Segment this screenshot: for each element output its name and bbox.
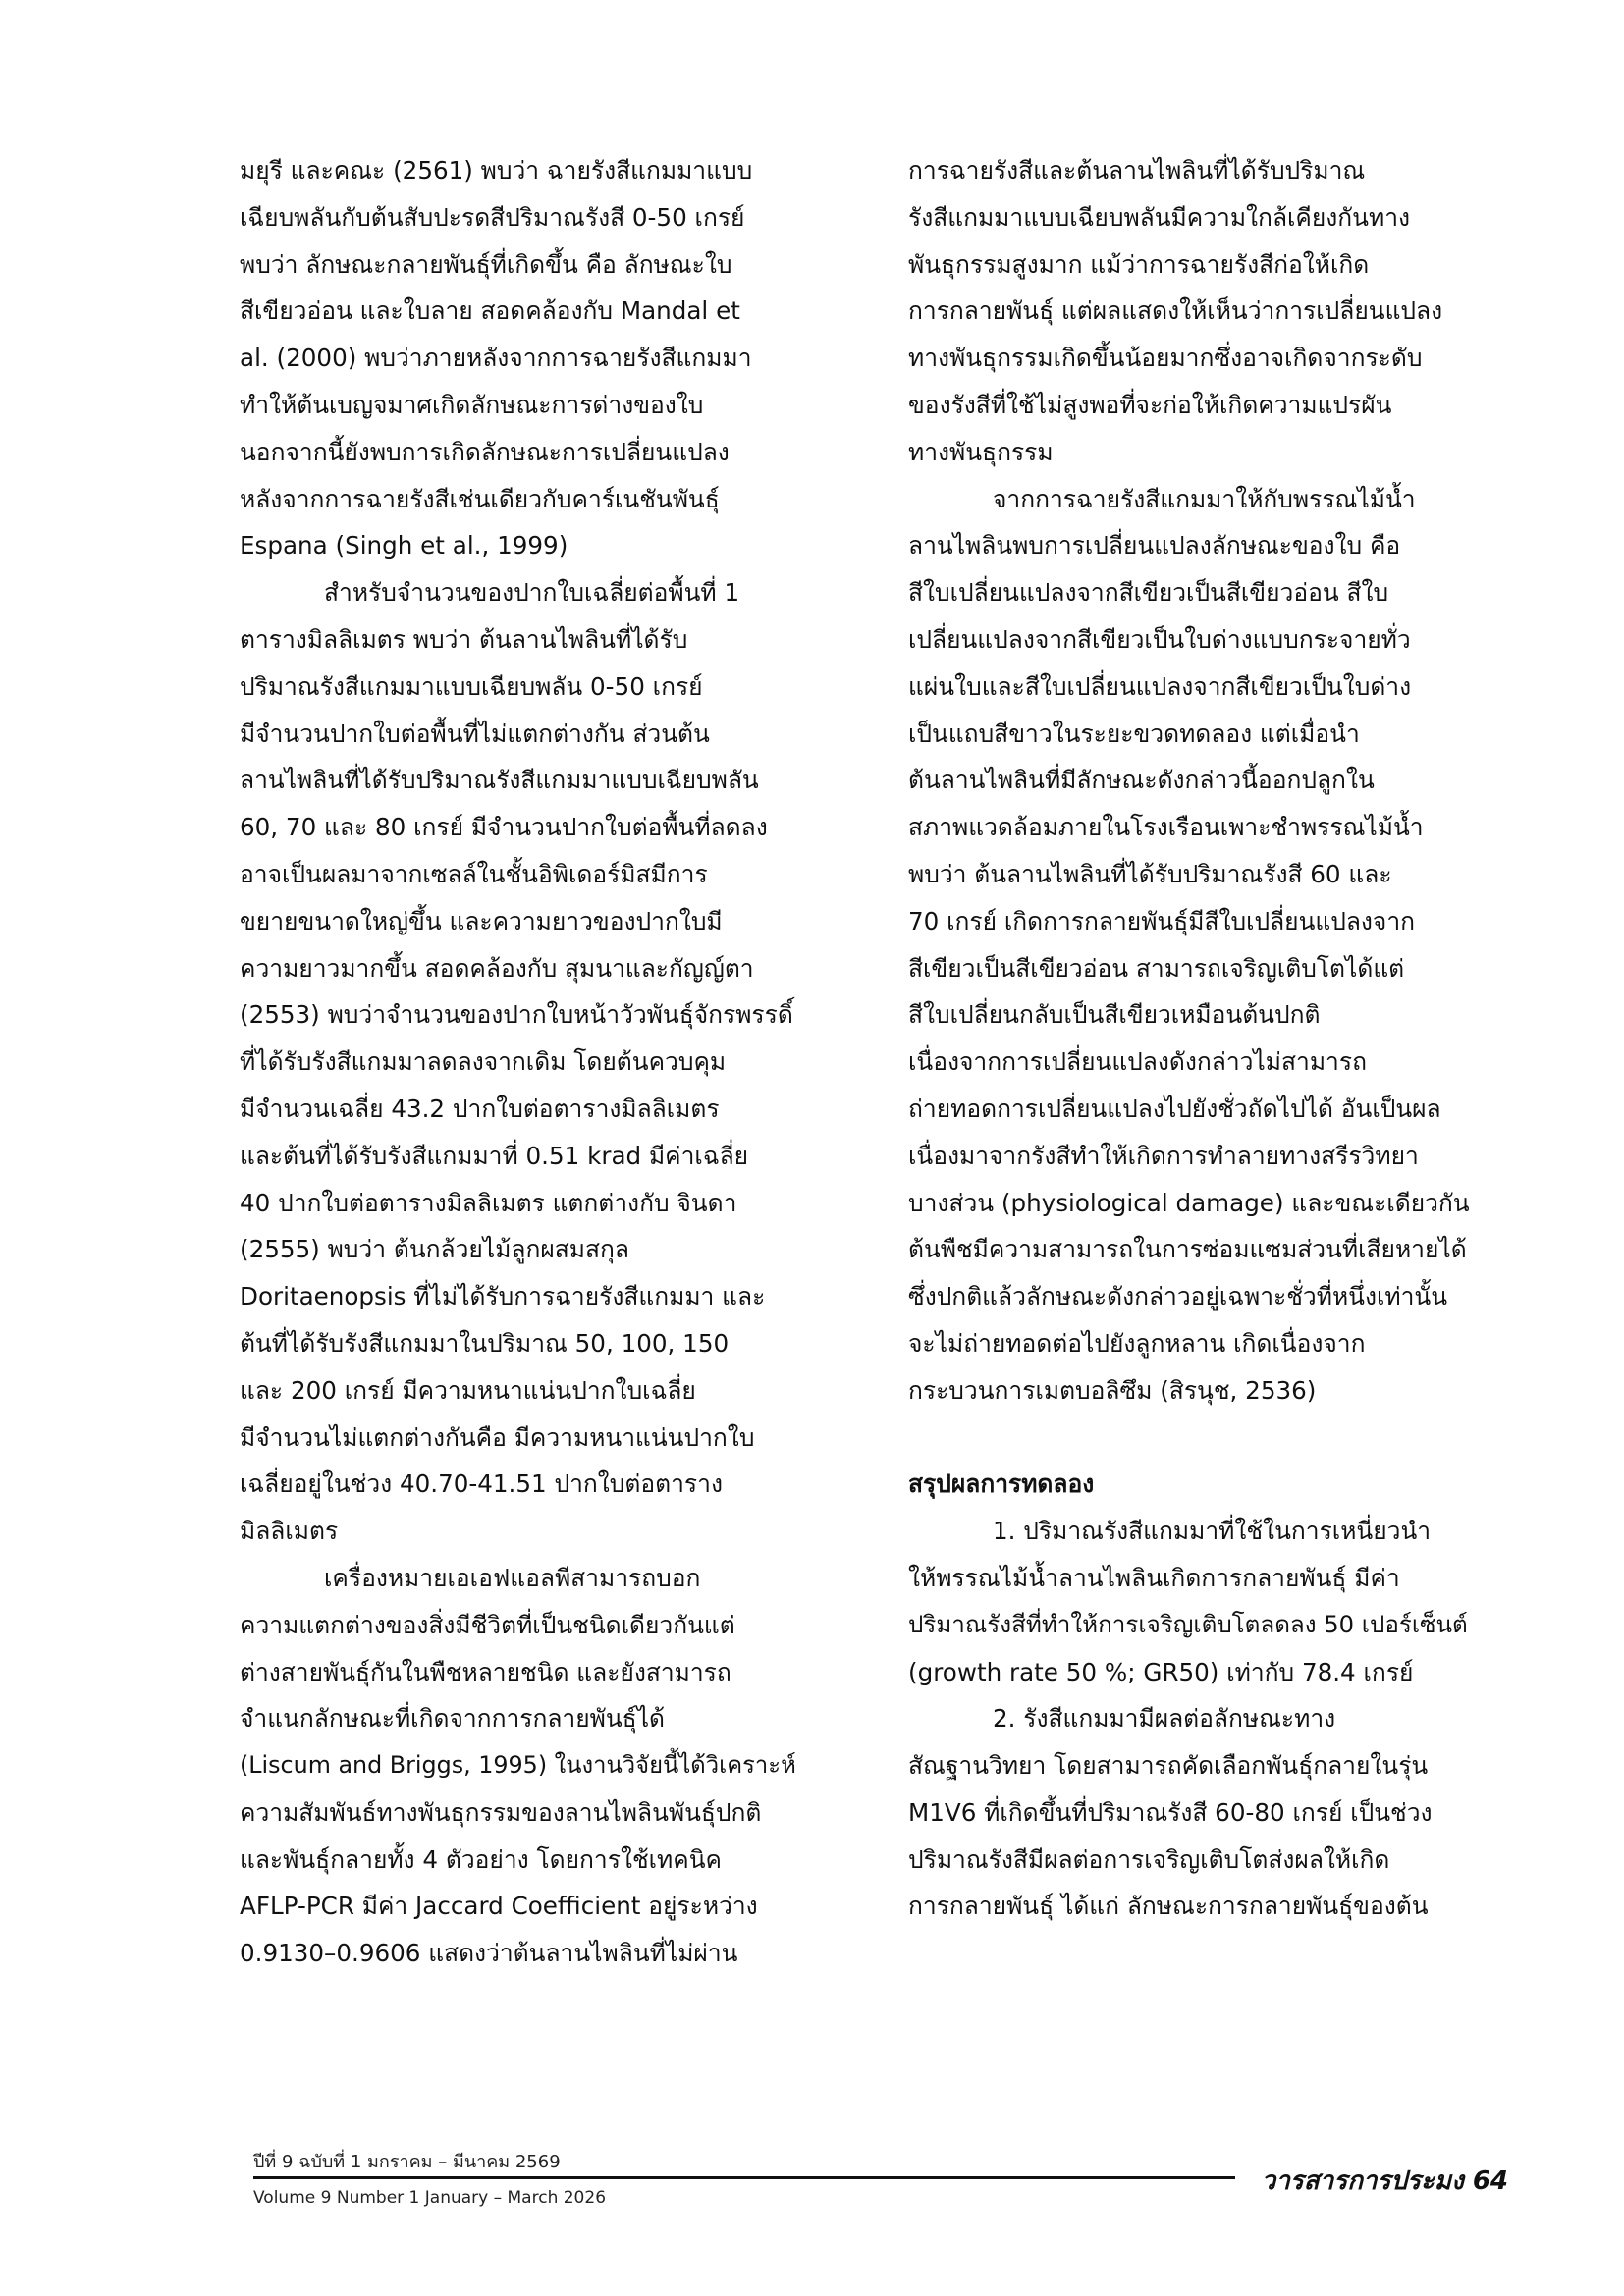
paragraph-line: สีใบเปลี่ยนแปลงจากสีเขียวเป็นสีเขียวอ่อน สีใบ: [908, 578, 1389, 608]
paragraph-line: al. (2000) พบว่าภายหลังจากการฉายรังสีแกมมา: [240, 344, 752, 373]
paragraph-line: เฉียบพลันกับต้นสับปะรดสีปริมาณรังสี 0-50 เกรย์: [240, 202, 745, 232]
paragraph-line: จะไม่ถ่ายทอดต่อไปยังลูกหลาน เกิดเนื่องจาก: [908, 1328, 1366, 1358]
paragraph-line: 60, 70 และ 80 เกรย์ มีจำนวนปากใบต่อพื้นที่ลดลง: [240, 813, 768, 842]
paragraph-line: Espana (Singh et al., 1999): [240, 531, 568, 561]
paragraph-line: และต้นที่ได้รับรังสีแกมมาที่ 0.51 krad มีค่าเฉลี่ย: [240, 1141, 749, 1170]
paragraph-line: 1. ปริมาณรังสีแกมมาที่ใช้ในการเหนี่ยวนำ: [993, 1517, 1432, 1546]
paragraph-line: เนื่องจากการเปลี่ยนแปลงดังกล่าวไม่สามารถ: [908, 1047, 1367, 1077]
paragraph-line: 2. รังสีแกมมามีผลต่อลักษณะทาง: [993, 1704, 1336, 1734]
paragraph-line: ทางพันธุกรรมเกิดขึ้นน้อยมากซึ่งอาจเกิดจากระดับ: [908, 344, 1423, 373]
paragraph-line: สัณฐานวิทยา โดยสามารถคัดเลือกพันธุ์กลายในรุ่น: [908, 1751, 1429, 1781]
paragraph-line: Doritaenopsis ที่ไม่ได้รับการฉายรังสีแกมมา และ: [240, 1282, 766, 1311]
paragraph-line: AFLP-PCR มีค่า Jaccard Coefficient อยู่ระหว่าง: [240, 1892, 758, 1921]
paragraph-line: หลังจากการฉายรังสีเช่นเดียวกับคาร์เนชันพันธุ์: [240, 484, 720, 513]
paragraph-line: พบว่า ต้นลานไพลินที่ได้รับปริมาณรังสี 60 และ: [908, 859, 1392, 888]
paragraph-line: มยุรี และคณะ (2561) พบว่า ฉายรังสีแกมมาแบบ: [240, 156, 753, 185]
paragraph-line: ลานไพลินพบการเปลี่ยนแปลงลักษณะของใบ คือ: [908, 531, 1401, 561]
paragraph-line: มีจำนวนเฉลี่ย 43.2 ปากใบต่อตารางมิลลิเมตร: [240, 1094, 720, 1123]
paragraph-line: ต้นที่ได้รับรังสีแกมมาในปริมาณ 50, 100, 150: [240, 1328, 730, 1358]
paragraph-line: 40 ปากใบต่อตารางมิลลิเมตร แตกต่างกับ จินดา: [240, 1188, 737, 1217]
paragraph-line: กระบวนการเมตบอลิซึม (สิรนุช, 2536): [908, 1375, 1317, 1405]
paragraph-line: (growth rate 50 %; GR50) เท่ากับ 78.4 เกรย์: [908, 1657, 1414, 1686]
issue-info-english: Volume 9 Number 1 January – March 2026: [253, 2188, 607, 2208]
paragraph-line: เครื่องหมายเอเอฟแอลพีสามารถบอก: [324, 1563, 701, 1592]
paragraph-line: สำหรับจำนวนของปากใบเฉลี่ยต่อพื้นที่ 1: [324, 578, 740, 608]
paragraph-line: สีเขียวเป็นสีเขียวอ่อน สามารถเจริญเติบโตได้แต่: [908, 953, 1405, 983]
left-text-column: [240, 147, 799, 1977]
footer-divider: [253, 2176, 1235, 2179]
paragraph-line: ของรังสีที่ใช้ไม่สูงพอที่จะก่อให้เกิดความแปรผัน: [908, 390, 1392, 419]
journal-name-page-number: วารสารการประมง 64: [1261, 2166, 1508, 2196]
paragraph-line: M1V6 ที่เกิดขึ้นที่ปริมาณรังสี 60-80 เกรย์ เป็นช่วง: [908, 1797, 1433, 1827]
paragraph-line: จากการฉายรังสีแกมมาให้กับพรรณไม้น้ำ: [993, 484, 1416, 513]
right-text-column: [908, 147, 1476, 1930]
paragraph-line: และพันธุ์กลายทั้ง 4 ตัวอย่าง โดยการใช้เทคนิค: [240, 1844, 722, 1874]
paragraph-line: มีจำนวนไม่แตกต่างกันคือ มีความหนาแน่นปากใบ: [240, 1422, 755, 1452]
paragraph-line: เป็นแถบสีขาวในระยะขวดทดลอง แต่เมื่อนำ: [908, 719, 1360, 748]
paragraph-line: สภาพแวดล้อมภายในโรงเรือนเพาะชำพรรณไม้น้ำ: [908, 813, 1424, 842]
paragraph-line: ปริมาณรังสีมีผลต่อการเจริญเติบโตส่งผลให้เกิด: [908, 1844, 1390, 1874]
paragraph-line: [908, 1415, 1476, 1462]
issue-info-thai: ปีที่ 9 ฉบับที่ 1 มกราคม – มีนาคม 2569: [253, 2152, 561, 2172]
paragraph-line: ปริมาณรังสีที่ทำให้การเจริญเติบโตลดลง 50 เปอร์เซ็นต์: [908, 1610, 1468, 1638]
paragraph-line: อาจเป็นผลมาจากเซลล์ในชั้นอิพิเดอร์มิสมีการ: [240, 859, 708, 888]
paragraph-line: ต้นพืชมีความสามารถในการซ่อมแซมส่วนที่เสียหายได้: [908, 1235, 1467, 1264]
paragraph-line: รังสีแกมมาแบบเฉียบพลันมีความใกล้เคียงกันทาง: [908, 202, 1411, 232]
paragraph-line: พันธุกรรมสูงมาก แม้ว่าการฉายรังสีก่อให้เกิด: [908, 249, 1370, 279]
paragraph-line: ต่างสายพันธุ์กันในพืชหลายชนิด และยังสามารถ: [240, 1657, 731, 1686]
section-heading: สรุปผลการทดลอง: [908, 1469, 1095, 1499]
paragraph-line: แผ่นใบและสีใบเปลี่ยนแปลงจากสีเขียวเป็นใบด่าง: [908, 671, 1412, 701]
paragraph-line: นอกจากนี้ยังพบการเกิดลักษณะการเปลี่ยนแปลง: [240, 437, 730, 466]
paragraph-line: 70 เกรย์ เกิดการกลายพันธุ์มีสีใบเปลี่ยนแปลงจาก: [908, 906, 1416, 935]
paragraph-line: (2553) พบว่าจำนวนของปากใบหน้าวัวพันธุ์จักรพรรดิ์: [240, 1000, 793, 1030]
paragraph-line: (Liscum and Briggs, 1995) ในงานวิจัยนี้ได้วิเคราะห์: [240, 1751, 796, 1780]
paragraph-line: ความสัมพันธ์ทางพันธุกรรมของลานไพลินพันธุ์ปกติ: [240, 1797, 762, 1827]
paragraph-line: ตารางมิลลิเมตร พบว่า ต้นลานไพลินที่ได้รับ: [240, 624, 688, 654]
paragraph-line: เฉลี่ยอยู่ในช่วง 40.70-41.51 ปากใบต่อตาราง: [240, 1469, 723, 1499]
paragraph-line: ซึ่งปกติแล้วลักษณะดังกล่าวอยู่เฉพาะชั่วที่หนึ่งเท่านั้น: [908, 1282, 1448, 1311]
paragraph-line: ขยายขนาดใหญ่ขึ้น และความยาวของปากใบมี: [240, 906, 723, 935]
paragraph-line: มิลลิเมตร: [240, 1517, 339, 1546]
paragraph-line: และ 200 เกรย์ มีความหนาแน่นปากใบเฉลี่ย: [240, 1375, 696, 1405]
paragraph-line: ทางพันธุกรรม: [908, 437, 1054, 466]
page-footer: [253, 2147, 1508, 2265]
paragraph-line: การฉายรังสีและต้นลานไพลินที่ได้รับปริมาณ: [908, 156, 1366, 185]
paragraph-line: ที่ได้รับรังสีแกมมาลดลงจากเดิม โดยต้นควบคุม: [240, 1047, 727, 1077]
paragraph-line: 0.9130–0.9606 แสดงว่าต้นลานไพลินที่ไม่ผ่าน: [240, 1939, 738, 1968]
paragraph-line: การกลายพันธุ์ ได้แก่ ลักษณะการกลายพันธุ์ของต้น: [908, 1892, 1429, 1921]
paragraph-line: ทำให้ต้นเบญจมาศเกิดลักษณะการด่างของใบ: [240, 390, 704, 419]
paragraph-line: ให้พรรณไม้น้ำลานไพลินเกิดการกลายพันธุ์ มีค่า: [908, 1563, 1400, 1592]
paragraph-line: เนื่องมาจากรังสีทำให้เกิดการทำลายทางสรีรวิทยา: [908, 1141, 1419, 1170]
paragraph-line: ลานไพลินที่ได้รับปริมาณรังสีแกมมาแบบเฉียบพลัน: [240, 766, 759, 795]
paragraph-line: เปลี่ยนแปลงจากสีเขียวเป็นใบด่างแบบกระจายทั่ว: [908, 624, 1411, 654]
paragraph-line: ความยาวมากขึ้น สอดคล้องกับ สุมนาและกัญญ์ตา: [240, 953, 754, 983]
paragraph-line: สีใบเปลี่ยนกลับเป็นสีเขียวเหมือนต้นปกติ: [908, 1000, 1321, 1030]
paragraph-line: (2555) พบว่า ต้นกล้วยไม้ลูกผสมสกุล: [240, 1235, 629, 1264]
paragraph-line: บางส่วน (physiological damage) และขณะเดียวกัน: [908, 1188, 1470, 1217]
paragraph-line: ถ่ายทอดการเปลี่ยนแปลงไปยังชั่วถัดไปได้ อันเป็นผล: [908, 1094, 1441, 1123]
paragraph-line: สีเขียวอ่อน และใบลาย สอดคล้องกับ Mandal et: [240, 296, 740, 326]
paragraph-line: ต้นลานไพลินที่มีลักษณะดังกล่าวนี้ออกปลูกใน: [908, 766, 1375, 795]
paragraph-line: การกลายพันธุ์ แต่ผลแสดงให้เห็นว่าการเปลี่ยนแปลง: [908, 296, 1443, 326]
paragraph-line: ปริมาณรังสีแกมมาแบบเฉียบพลัน 0-50 เกรย์: [240, 671, 703, 701]
paragraph-line: พบว่า ลักษณะกลายพันธุ์ที่เกิดขึ้น คือ ลักษณะใบ: [240, 249, 732, 279]
paragraph-line: มีจำนวนปากใบต่อพื้นที่ไม่แตกต่างกัน ส่วนต้น: [240, 719, 710, 748]
paragraph-line: ความแตกต่างของสิ่งมีชีวิตที่เป็นชนิดเดียวกันแต่: [240, 1610, 735, 1639]
paragraph-line: จำแนกลักษณะที่เกิดจากการกลายพันธุ์ได้: [240, 1704, 666, 1734]
